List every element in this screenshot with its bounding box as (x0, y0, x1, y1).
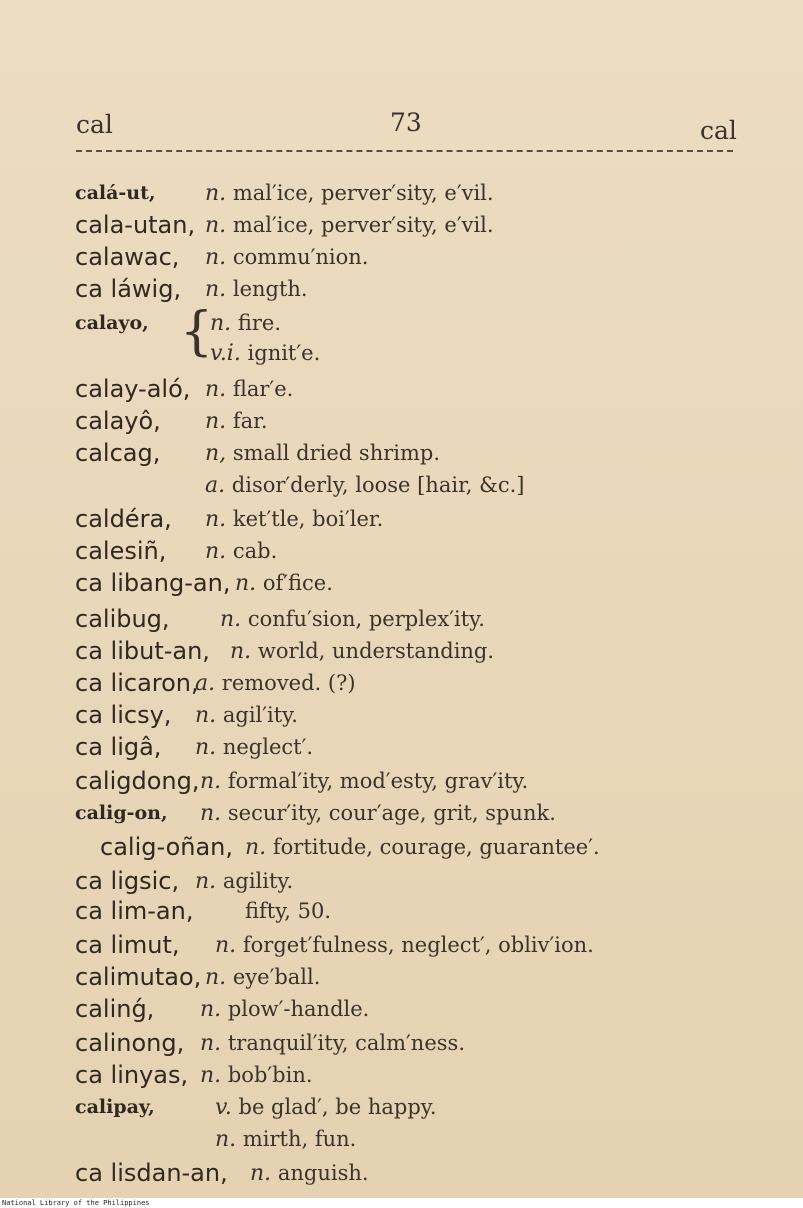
part-of-speech: a. (205, 473, 226, 498)
definition-text: mal′ice, perver′sity, e′vil. (232, 213, 494, 237)
definition (235, 566, 333, 601)
definition-text: length. (232, 277, 308, 301)
entry-row (0, 404, 803, 438)
definition (215, 1090, 437, 1125)
part-of-speech: n. (195, 869, 217, 894)
part-of-speech: n. (205, 181, 227, 206)
part-of-speech: n. (250, 1161, 272, 1186)
headword: calawac, (75, 243, 180, 271)
headword: calesiñ, (75, 537, 167, 565)
entry-row (0, 666, 803, 700)
part-of-speech: n. (215, 1127, 237, 1152)
definition (205, 176, 494, 211)
headword: calipay, (75, 1096, 155, 1118)
headword: caldéra, (75, 505, 172, 533)
part-of-speech: n. (205, 245, 227, 270)
headword: calimutao, (75, 963, 202, 991)
grouping-brace: { (180, 302, 214, 362)
entry-row (0, 730, 803, 764)
entry-row (0, 1026, 803, 1060)
entry-row (0, 894, 803, 928)
definition (245, 830, 600, 865)
definition-text: be glad′, be happy. (238, 1095, 437, 1119)
headword: calinong, (75, 1029, 185, 1057)
entry-row (0, 372, 803, 406)
headword: caligdong, (75, 767, 200, 795)
part-of-speech: n, (205, 441, 227, 466)
definition (195, 666, 356, 701)
header-rule (76, 150, 733, 152)
headword: calayo, (75, 312, 149, 334)
entry-row (0, 698, 803, 732)
entry-row (0, 468, 803, 502)
definition (230, 634, 494, 669)
definition (205, 208, 494, 243)
definition-text: of′fice. (262, 571, 333, 595)
part-of-speech: n. (205, 213, 227, 238)
headword: calibug, (75, 605, 170, 633)
definition (195, 698, 298, 733)
part-of-speech: n. (220, 607, 242, 632)
definition (215, 1122, 356, 1157)
definition-text: removed. (?) (221, 671, 356, 695)
part-of-speech: n. (205, 277, 227, 302)
definition-text: secur′ity, cour′age, grit, spunk. (227, 801, 556, 825)
headword: ca láwig, (75, 275, 182, 303)
part-of-speech: n. (200, 801, 222, 826)
definition-text: fifty, 50. (245, 899, 332, 923)
headword: calayô, (75, 407, 161, 435)
entry-row (0, 306, 803, 340)
entry-row (0, 176, 803, 210)
definition-text: eye′ball. (232, 965, 321, 989)
part-of-speech: n. (200, 997, 222, 1022)
entry-row (0, 272, 803, 306)
entry-row (0, 1058, 803, 1092)
definition-text: neglect′. (222, 735, 314, 759)
headword: ca libang-an, (75, 569, 231, 597)
part-of-speech: n. (200, 1031, 222, 1056)
headword: calig-oñan, (100, 833, 234, 861)
definition (215, 928, 594, 963)
headword: ca licaron, (75, 669, 199, 697)
part-of-speech: n. (245, 835, 267, 860)
part-of-speech: n. (205, 965, 227, 990)
headword: cala-utan, (75, 211, 196, 239)
entry-row (0, 602, 803, 636)
running-head-left: cal (76, 110, 113, 139)
entry-row (0, 928, 803, 962)
part-of-speech: n. (215, 933, 237, 958)
definition (205, 272, 308, 307)
part-of-speech: n. (205, 539, 227, 564)
part-of-speech: n. (195, 735, 217, 760)
definition-text: agility. (222, 869, 294, 893)
headword: ca ligâ, (75, 733, 162, 761)
definition (245, 894, 331, 929)
page-number: 73 (390, 108, 422, 137)
library-credit: National Library of the Philippines (2, 1199, 150, 1207)
definition (205, 960, 320, 995)
entry-row (0, 864, 803, 898)
definition-text: far. (232, 409, 268, 433)
definition-text: formal′ity, mod′esty, grav′ity. (227, 769, 529, 793)
entry-row (0, 240, 803, 274)
definition-text: anguish. (277, 1161, 369, 1185)
headword: ca linyas, (75, 1061, 189, 1089)
definition (205, 436, 440, 471)
definition (205, 372, 293, 407)
headword: ca licsy, (75, 701, 172, 729)
definition-text: confu′sion, perplex′ity. (247, 607, 485, 631)
entry-row (0, 566, 803, 600)
entry-row (0, 1090, 803, 1124)
entry-row (0, 436, 803, 470)
definition (200, 1026, 465, 1061)
definition (220, 602, 485, 637)
entry-row (0, 764, 803, 798)
headword: ca lim-an, (75, 897, 194, 925)
headword: ca libut-an, (75, 637, 210, 665)
definition-text: bob′bin. (227, 1063, 313, 1087)
definition (250, 1156, 369, 1191)
definition-text: forget′fulness, neglect′, obliv′ion. (242, 933, 594, 957)
part-of-speech: n. (195, 703, 217, 728)
definition-text: agil′ity. (222, 703, 298, 727)
running-head-right: cal (700, 116, 737, 145)
part-of-speech: v.i. (210, 341, 241, 366)
definition (205, 534, 277, 569)
definition (200, 1058, 313, 1093)
part-of-speech: n. (205, 409, 227, 434)
part-of-speech: n. (200, 1063, 222, 1088)
entry-row (0, 502, 803, 536)
definition-text: flar′e. (232, 377, 294, 401)
entry-row (0, 992, 803, 1026)
part-of-speech: n. (205, 377, 227, 402)
definition-text: world, understanding. (257, 639, 495, 663)
headword: calay-aló, (75, 375, 191, 403)
definition (195, 730, 313, 765)
definition-text: mal′ice, perver′sity, e′vil. (232, 181, 494, 205)
headword: calinǵ, (75, 995, 155, 1023)
entry-row (0, 830, 803, 864)
definition-text: fire. (237, 311, 282, 335)
definition-text: mirth, fun. (242, 1127, 357, 1151)
definition (205, 404, 268, 439)
entry-row (0, 796, 803, 830)
part-of-speech: n. (205, 507, 227, 532)
entry-row (0, 208, 803, 242)
definition (205, 502, 383, 537)
definition-text: tranquil′ity, calm′ness. (227, 1031, 465, 1055)
part-of-speech: n. (230, 639, 252, 664)
definition-text: plow′-handle. (227, 997, 370, 1021)
definition (205, 468, 524, 503)
part-of-speech: n. (210, 311, 232, 336)
part-of-speech: v. (215, 1095, 232, 1120)
definition-text: fortitude, courage, guarantee′. (272, 835, 600, 859)
headword: calcag, (75, 439, 161, 467)
definition-text: ignit′e. (247, 341, 321, 365)
definition-text: small dried shrimp. (232, 441, 441, 465)
headword: calá-ut, (75, 182, 156, 204)
headword: ca ligsic, (75, 867, 180, 895)
entry-row (0, 336, 803, 370)
definition (205, 240, 368, 275)
definition-text: cab. (232, 539, 278, 563)
part-of-speech: a. (195, 671, 216, 696)
entry-row (0, 960, 803, 994)
definition-text: commu′nion. (232, 245, 369, 269)
definition (200, 992, 369, 1027)
headword: calig-on, (75, 802, 168, 824)
part-of-speech: n. (200, 769, 222, 794)
entry-row (0, 1122, 803, 1156)
definition-text: ket′tle, boi′ler. (232, 507, 384, 531)
headword: ca lisdan-an, (75, 1159, 228, 1187)
entry-row (0, 1156, 803, 1190)
definition (200, 796, 556, 831)
definition-text: disor′derly, loose [hair, &c.] (231, 473, 525, 497)
entry-row (0, 634, 803, 668)
headword: ca limut, (75, 931, 180, 959)
definition (210, 336, 320, 371)
part-of-speech: n. (235, 571, 257, 596)
entry-row (0, 534, 803, 568)
definition (200, 764, 528, 799)
